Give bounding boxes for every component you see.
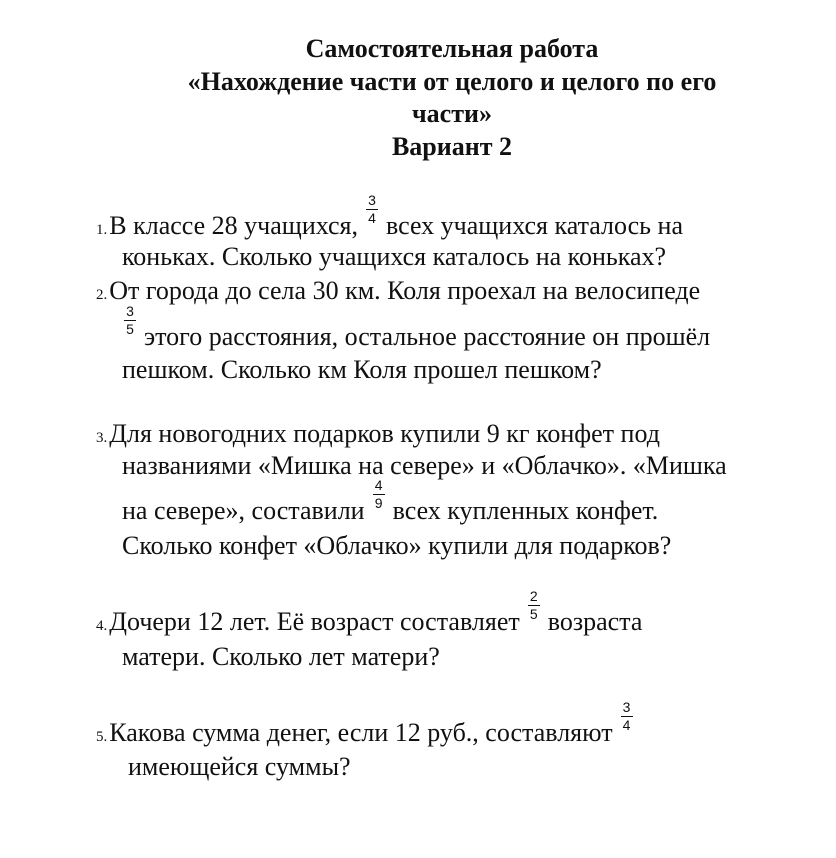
problem-number: 5. [96,729,108,745]
problem-text: коньках. Сколько учащихся каталось на коньках? [122,242,667,271]
problem-text: В классе 28 учащихся, [109,211,358,240]
problem-text: всех купленных конфет. [392,496,659,525]
problem-text: Дочери 12 лет. Её возраст составляет [109,607,520,636]
problem-text: Для новогодних подарков купили 9 кг конфет под [109,419,660,448]
problem-text: матери. Сколько лет матери? [122,642,440,671]
problem-text: Сколько конфет «Облачко» купили для подарков? [122,531,672,560]
problem-number: 4. [96,618,108,634]
problem-text: имеющейся суммы? [128,752,351,781]
title-line-1: Самостоятельная работа [305,34,599,63]
problem-number: 2. [96,287,108,303]
variant-label: Вариант 2 [391,132,513,161]
problem-number: 1. [96,222,108,238]
fraction: $\frac{3}{4}$ [619,718,635,748]
fraction: $\frac{3}{4}$ [364,211,380,241]
problem-number: 3. [96,430,108,446]
problem-text: всех учащихся каталось на [385,211,683,240]
problem-text: Какова сумма денег, если 12 руб., составляют [109,718,613,747]
problem-text: названиями «Мишка на севере» и «Облачко». «Мишка [122,451,727,480]
problem-text: От города до села 30 км. Коля проехал на велосипеде [109,276,701,305]
fraction: $\frac{2}{5}$ [526,607,542,637]
problem-text: возраста [547,607,643,636]
fraction: $\frac{3}{5}$ [122,322,138,352]
problem-text: пешком. Сколько км Коля прошел пешком? [122,355,602,384]
title-line-2: «Нахождение части от целого и целого по его [187,67,717,96]
problem-text: этого расстояния, остальное расстояние он прошёл [144,322,711,351]
problem-text: на севере», составили [122,496,365,525]
fraction: $\frac{4}{9}$ [371,496,387,526]
title-line-3: части» [412,99,492,128]
